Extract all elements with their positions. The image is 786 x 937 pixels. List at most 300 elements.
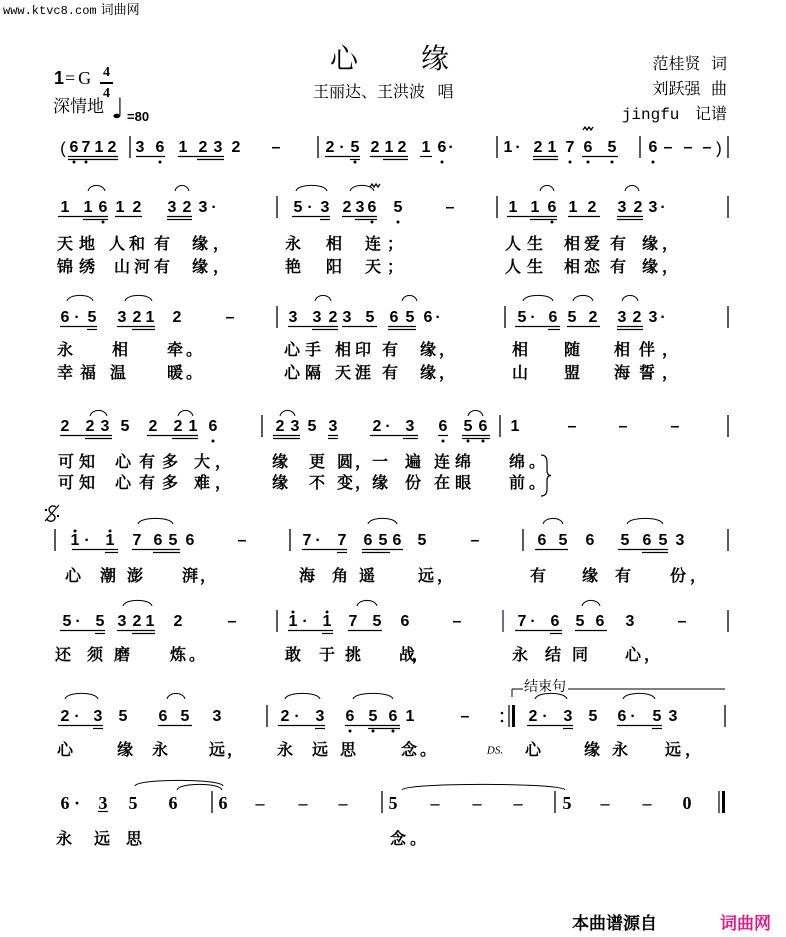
tie-slur <box>88 185 105 191</box>
note: 3 <box>355 199 365 216</box>
lyric-char: 于 <box>318 647 336 664</box>
lyric-punctuation: ， <box>214 475 232 492</box>
lyric-char: 心 <box>283 342 301 359</box>
tie-slur <box>535 693 567 699</box>
sustain-dash: – <box>642 793 652 813</box>
lyric-char: 可 <box>57 454 75 471</box>
lyric-char: 磨 <box>113 647 131 664</box>
high-octave-dot <box>292 611 295 614</box>
note: 2 <box>533 139 543 156</box>
note: 6 <box>367 199 377 216</box>
sustain-dash: – <box>255 793 265 813</box>
note: 5 <box>463 418 473 435</box>
note: 2 <box>328 309 338 326</box>
lyric-char: 遥 <box>358 568 376 585</box>
lyric-char: 绵 <box>508 454 526 471</box>
note: 3 <box>625 613 635 630</box>
note: 5 <box>368 708 378 725</box>
lyric-char: 阳 <box>325 259 343 276</box>
lyric-punctuation: 。 <box>185 342 203 359</box>
note: 2 <box>275 418 285 435</box>
time-signature-top: 4 <box>103 65 110 80</box>
lyric-char: 敢 <box>284 647 302 664</box>
note: 5 <box>62 613 72 630</box>
lyric-char: 难 <box>193 475 211 492</box>
tie-slur <box>167 693 185 699</box>
note: 3 <box>198 199 208 216</box>
note: 3 <box>117 613 127 630</box>
lyric-char: 知 <box>78 454 96 471</box>
lyric-char: 永 <box>56 342 74 359</box>
note: 2 <box>182 199 192 216</box>
tie-slur <box>296 185 327 191</box>
note: 6 <box>585 532 595 549</box>
note: 5 <box>378 532 388 549</box>
lyric-char: 人 <box>504 259 522 276</box>
note: 1 <box>421 139 431 156</box>
lyric-char: 一 <box>371 454 389 471</box>
lyric-punctuation: ， <box>212 236 230 253</box>
lyric-char: 圆 <box>336 454 354 471</box>
lyric-char: 印 <box>354 342 372 359</box>
lyric-char: 缘 <box>419 365 437 382</box>
lyric-char: 人 <box>108 236 126 253</box>
sustain-dash: – <box>227 613 237 630</box>
note: 2 <box>588 309 598 326</box>
note: 6 <box>363 532 373 549</box>
lyric-char: 缘 <box>271 475 289 492</box>
parenthesis: ) <box>716 138 722 158</box>
note: 5 <box>652 708 662 725</box>
note: 5 <box>658 532 668 549</box>
lyric-punctuation: ； <box>386 259 404 276</box>
low-octave-dot <box>349 730 352 733</box>
lyric-char: 人 <box>504 236 522 253</box>
lyric-char: 同 <box>571 647 589 664</box>
note: 3 <box>98 793 108 813</box>
tie-slur <box>138 518 173 524</box>
lyric-char: 温 <box>109 365 127 382</box>
lyric-char: 缘 <box>641 236 659 253</box>
tie-slur <box>67 295 93 301</box>
note: 6 <box>617 708 627 725</box>
tie-slur <box>627 518 663 524</box>
note: 6 <box>153 532 163 549</box>
low-octave-dot <box>482 440 485 443</box>
note: 3 <box>167 199 177 216</box>
lyric-char: 份 <box>404 475 422 492</box>
lyric-char: 有 <box>529 568 547 585</box>
note: 7 <box>302 532 312 549</box>
lyricist-credit: 范桂贤 词 <box>652 56 727 73</box>
lyric-char: 缘 <box>641 259 659 276</box>
note: 5 <box>365 309 375 326</box>
lyric-char: 有 <box>138 475 156 492</box>
lyric-char: 永 <box>151 742 169 759</box>
augmentation-dot: · <box>660 199 666 216</box>
tie-slur <box>582 600 600 606</box>
lyric-char: 缘 <box>191 236 209 253</box>
note: 1 <box>115 199 125 216</box>
note: 3 <box>648 199 658 216</box>
note: 3 <box>213 139 223 156</box>
lyric-char: 牵 <box>166 342 184 359</box>
note: 6 <box>388 708 398 725</box>
note: 7 <box>132 532 142 549</box>
lyric-char: 隔 <box>304 365 322 382</box>
note: 1 <box>188 418 198 435</box>
note: 6 <box>155 139 165 156</box>
note: 7 <box>348 613 358 630</box>
note: 6 <box>185 532 195 549</box>
lyric-char: 涯 <box>354 365 372 382</box>
lyric-punctuation: 。 <box>188 647 206 664</box>
low-octave-dot <box>441 161 444 164</box>
lyric-char: 缘 <box>419 342 437 359</box>
low-octave-dot <box>551 221 554 224</box>
high-octave-dot <box>326 611 329 614</box>
key-degree: 1 <box>54 68 65 88</box>
tie-slur <box>357 600 377 606</box>
tie-slur <box>402 295 417 301</box>
lyric-char: 份 <box>669 568 687 585</box>
low-octave-dot <box>372 730 375 733</box>
lyric-punctuation: 。 <box>419 742 437 759</box>
lyric-char: 绵 <box>454 454 472 471</box>
augmentation-dot: · <box>315 532 321 549</box>
lyric-char: 永 <box>276 742 294 759</box>
lyric-char: 远 <box>208 742 226 759</box>
note: 5 <box>620 532 630 549</box>
note: 5 <box>128 793 138 813</box>
lyric-char: 缘 <box>271 454 289 471</box>
lyric-punctuation: ， <box>354 454 372 471</box>
note: 1 <box>405 708 415 725</box>
sustain-dash: – <box>225 309 235 326</box>
note: 2 <box>60 418 70 435</box>
key-equals: = <box>65 68 76 88</box>
lyric-char: 地 <box>78 236 96 253</box>
lyric-punctuation: ， <box>411 647 429 664</box>
note: 5 <box>307 418 317 435</box>
note: 5 <box>350 139 360 156</box>
lyric-char: 炼 <box>169 647 187 664</box>
lyric-char: 思 <box>339 742 357 759</box>
tie-slur <box>315 295 331 301</box>
lyric-char: 有 <box>609 236 627 253</box>
lyric-char: 天 <box>56 236 74 253</box>
tie-slur <box>285 693 320 699</box>
lyric-char: 不 <box>308 475 326 492</box>
sustain-dash: – <box>237 532 247 549</box>
lyric-char: 心 <box>64 568 82 585</box>
lyric-char: 恋 <box>583 259 601 276</box>
note: 6 <box>648 139 658 156</box>
lyric-char: 潮 <box>99 568 117 585</box>
lyric-char: 福 <box>79 365 97 382</box>
lyric-punctuation: ， <box>661 236 679 253</box>
lyric-char: 海 <box>613 365 631 382</box>
sustain-dash: – <box>618 418 628 435</box>
note: 6 <box>642 532 652 549</box>
lyric-char: 可 <box>57 475 75 492</box>
note: 5 <box>293 199 303 216</box>
lyric-char: 有 <box>153 236 171 253</box>
tie-slur <box>468 410 483 416</box>
tie-slur <box>353 693 393 699</box>
augmentation-dot: · <box>74 708 80 725</box>
high-octave-dot <box>109 530 112 533</box>
lyric-char: 多 <box>161 475 179 492</box>
lyric-char: 相 <box>563 236 581 253</box>
lyric-punctuation: ， <box>661 342 679 359</box>
lyric-punctuation: ， <box>438 342 456 359</box>
lyric-char: 永 <box>511 647 529 664</box>
lyric-char: 心 <box>524 742 542 759</box>
lyric-punctuation: ， <box>661 259 679 276</box>
note: 3 <box>117 309 127 326</box>
note: 1 <box>503 139 513 156</box>
note: 6 <box>548 309 558 326</box>
note: 2 <box>132 199 142 216</box>
note: 5 <box>588 708 598 725</box>
note: 2 <box>148 418 158 435</box>
low-octave-dot <box>392 730 395 733</box>
low-octave-dot <box>85 161 88 164</box>
repeat-dot <box>501 712 504 715</box>
note: 5 <box>87 309 97 326</box>
lyric-char: 艳 <box>284 259 302 276</box>
lyric-char: 相 <box>563 259 581 276</box>
lyric-char: 绣 <box>78 259 96 276</box>
expression-marking: 深情地 <box>53 97 104 116</box>
note: 2 <box>370 139 380 156</box>
low-octave-dot <box>467 440 470 443</box>
sustain-dash: – <box>677 613 687 630</box>
note: 2 <box>325 139 335 156</box>
rest: 0 <box>682 793 692 813</box>
note: 5 <box>388 793 398 813</box>
note: 6 <box>583 139 593 156</box>
note: 6 <box>550 613 560 630</box>
note: 3 <box>675 532 685 549</box>
lyric-char: 多 <box>161 454 179 471</box>
lyric-char: 相 <box>511 342 529 359</box>
lyric-char: 爱 <box>583 236 601 253</box>
lyric-char: 有 <box>381 342 399 359</box>
note: 5 <box>120 418 130 435</box>
augmentation-dot: · <box>660 309 666 326</box>
tie-slur <box>280 410 295 416</box>
singers: 王丽达、王洪波 唱 <box>313 84 454 101</box>
lyric-char: 心 <box>114 475 132 492</box>
note: 2 <box>397 139 407 156</box>
lyric-char: 心 <box>114 454 132 471</box>
lyric-char: 心 <box>283 365 301 382</box>
staff-row-lines <box>60 410 728 438</box>
note: 6 <box>423 309 433 326</box>
note: 2 <box>107 139 117 156</box>
augmentation-dot: · <box>84 532 90 549</box>
lyric-char: 暖 <box>166 365 184 382</box>
ending-bracket-label: 结束句 <box>524 678 566 694</box>
low-octave-dot <box>73 161 76 164</box>
lyric-char: 生 <box>526 236 544 253</box>
augmentation-dot: · <box>385 418 391 435</box>
note: 6 <box>547 199 557 216</box>
note: 3 <box>312 309 322 326</box>
note: 1 <box>322 613 332 630</box>
lyric-punctuation: ， <box>354 475 372 492</box>
note: 7 <box>337 532 347 549</box>
lyric-char: 缘 <box>581 568 599 585</box>
final-barline-thick <box>722 791 725 813</box>
note: 6 <box>345 708 355 725</box>
note: 2 <box>231 139 241 156</box>
note: 2 <box>85 418 95 435</box>
note: 3 <box>100 418 110 435</box>
lyric-char: 还 <box>54 647 72 664</box>
note: 6 <box>208 418 218 435</box>
note: 7 <box>81 139 91 156</box>
augmentation-dot: · <box>530 309 536 326</box>
note: 3 <box>668 708 678 725</box>
sustain-dash: – <box>702 139 712 156</box>
lyric-char: 生 <box>526 259 544 276</box>
low-octave-dot <box>397 221 400 224</box>
lyric-char: 缘 <box>371 475 389 492</box>
lyric-char: 心 <box>56 742 74 759</box>
lyric-char: 变 <box>336 475 354 492</box>
lyric-char: 盟 <box>563 365 581 382</box>
note: 3 <box>342 309 352 326</box>
note: 3 <box>405 418 415 435</box>
lyric-char: 遍 <box>404 454 422 471</box>
note: 5 <box>575 613 585 630</box>
augmentation-dot: · <box>294 708 300 725</box>
note: 1 <box>530 199 540 216</box>
lyric-punctuation: ， <box>438 365 456 382</box>
segno-dot <box>45 509 47 511</box>
note: 6 <box>98 199 108 216</box>
lyric-char: 缘 <box>116 742 134 759</box>
tie-slur <box>543 518 563 524</box>
repeat-barline-thick <box>512 705 515 727</box>
sustain-dash: – <box>513 793 523 813</box>
note: 1 <box>145 613 155 630</box>
segno-dot <box>57 515 59 517</box>
note: 3 <box>135 139 145 156</box>
tie-slur <box>622 295 638 301</box>
note: 2 <box>173 418 183 435</box>
note: 1 <box>105 532 115 549</box>
note: 2 <box>280 708 290 725</box>
lyric-char: 相 <box>613 342 631 359</box>
low-octave-dot <box>371 221 374 224</box>
note: 6 <box>400 613 410 630</box>
note: 6 <box>438 418 448 435</box>
note: 1 <box>547 139 557 156</box>
note: 5 <box>393 199 403 216</box>
lyric-char: 河 <box>133 259 151 276</box>
composer-credit: 刘跃强 曲 <box>652 81 727 98</box>
low-octave-dot <box>587 161 590 164</box>
augmentation-dot: · <box>211 199 217 216</box>
quarter-note-icon: ♩ <box>111 92 125 125</box>
note: 6 <box>478 418 488 435</box>
note: 1 <box>94 139 104 156</box>
low-octave-dot <box>354 161 357 164</box>
augmentation-dot: · <box>307 199 313 216</box>
lyric-char: 思 <box>125 831 143 848</box>
tie-slur <box>523 295 553 301</box>
parenthesis: ( <box>60 138 66 158</box>
lyric-char: 永 <box>284 236 302 253</box>
sustain-dash: – <box>298 793 308 813</box>
note: 6 <box>595 613 605 630</box>
note: 3 <box>617 309 627 326</box>
augmentation-dot: · <box>74 309 80 326</box>
note: 2 <box>132 613 142 630</box>
lyric-char: 天 <box>364 259 382 276</box>
note: 5 <box>118 708 128 725</box>
augmentation-dot: · <box>542 708 548 725</box>
sustain-dash: – <box>663 139 673 156</box>
note: 3 <box>328 418 338 435</box>
tie-slur <box>90 410 107 416</box>
lyric-punctuation: ， <box>226 742 244 759</box>
lyric-char: 远 <box>417 568 435 585</box>
note: 2 <box>587 199 597 216</box>
tie-slur <box>540 185 554 191</box>
da-segno-mark: DS. <box>486 744 504 757</box>
lyric-char: 山 <box>113 259 131 276</box>
note: 2 <box>198 139 208 156</box>
sustain-dash: – <box>445 199 455 216</box>
low-octave-dot <box>569 161 572 164</box>
lyric-punctuation: 。 <box>185 365 203 382</box>
note: 5 <box>607 139 617 156</box>
lyric-punctuation: 。 <box>528 454 546 471</box>
tempo-value: =80 <box>127 109 150 124</box>
note: 5 <box>567 309 577 326</box>
lyric-punctuation: ， <box>212 259 230 276</box>
low-octave-dot <box>212 440 215 443</box>
low-octave-dot <box>102 221 105 224</box>
lyric-char: 手 <box>304 342 322 359</box>
lyric-char: 缘 <box>191 259 209 276</box>
low-octave-dot <box>442 440 445 443</box>
note: 6 <box>392 532 402 549</box>
tie-slur <box>623 693 655 699</box>
watermark-site-name: 词曲网 <box>100 3 140 18</box>
note: 3 <box>320 199 330 216</box>
note: 1 <box>83 199 93 216</box>
sustain-dash: – <box>460 708 470 725</box>
tie-slur <box>368 518 397 524</box>
note: 1 <box>178 139 188 156</box>
note: 5 <box>562 793 572 813</box>
sustain-dash: – <box>683 139 693 156</box>
lyric-char: 相 <box>325 236 343 253</box>
tie-slur <box>123 600 152 606</box>
sustain-dash: – <box>600 793 610 813</box>
lyric-char: 连 <box>433 454 451 471</box>
source-site-logo: 词曲网 <box>720 914 771 933</box>
tie-slur <box>178 410 193 416</box>
lyric-char: 念 <box>400 742 418 759</box>
augmentation-dot: · <box>302 613 308 630</box>
